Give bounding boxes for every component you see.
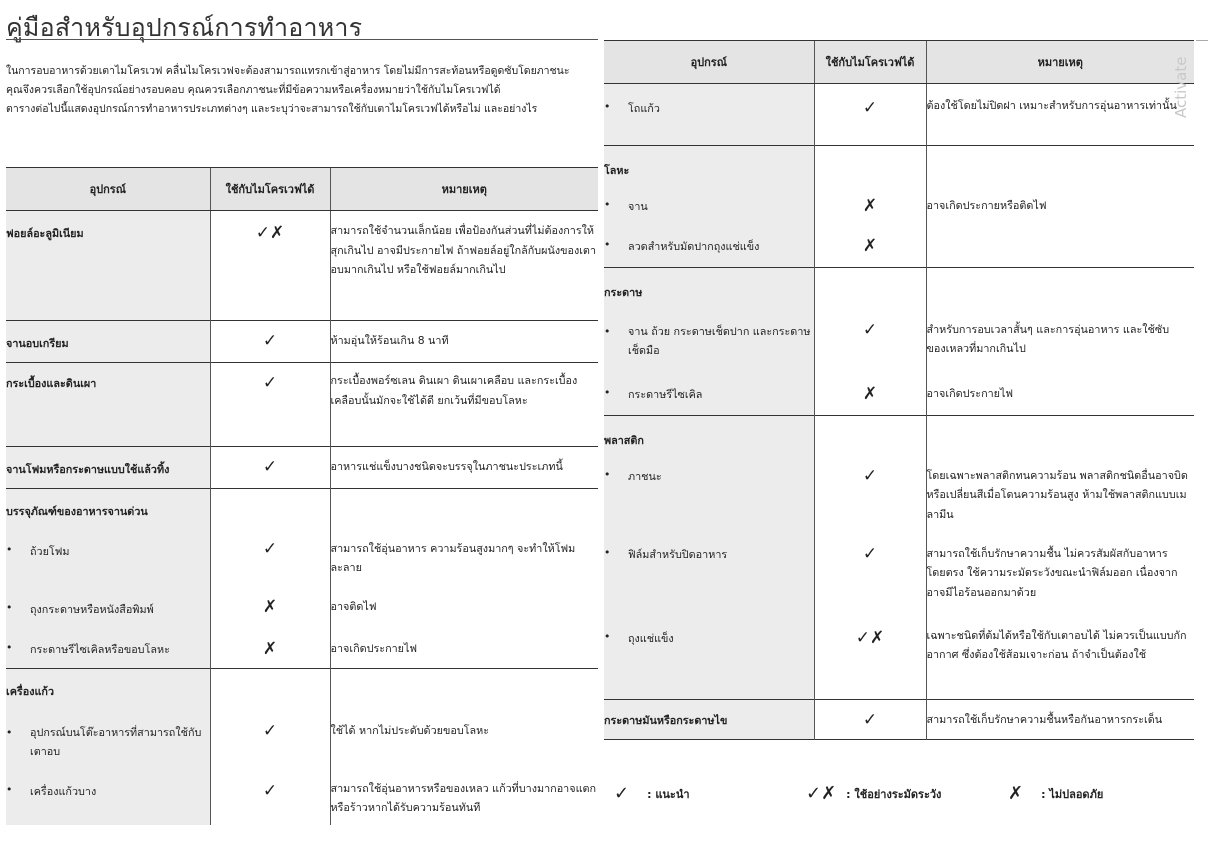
item-label: ถ้วยโฟม — [30, 544, 70, 558]
table-row — [604, 374, 1194, 416]
item-cell — [604, 374, 814, 416]
note-text: ห้ามอุ่นให้ร้อนเกิน 8 นาที — [330, 321, 598, 363]
item-label: ฟิล์มสำหรับปิดอาหาร — [628, 547, 728, 561]
table-row — [604, 456, 1194, 536]
table-header-row — [604, 41, 1194, 84]
group-heading: พลาสติก — [604, 416, 814, 456]
item-cell — [604, 456, 814, 536]
item-cell — [604, 186, 814, 226]
group-heading: โลหะ — [604, 146, 814, 186]
table-row-browning-plate — [6, 321, 598, 363]
item-cell — [6, 771, 210, 825]
bullet-icon: • — [6, 600, 13, 614]
group-heading-paper — [604, 268, 1194, 308]
group-heading-fast-food — [6, 489, 598, 529]
item-label: จานโฟมหรือกระดาษแบบใช้แล้วทิ้ง — [6, 447, 210, 489]
table-row-jar — [604, 84, 1194, 146]
note-text — [926, 226, 1194, 268]
note-text: สามารถใช้อุ่นอาหาร ความร้อนสูงมากๆ จะทำให้โฟมละลาย — [330, 529, 598, 587]
table-row-foil — [6, 211, 598, 321]
note-text: สามารถใช้เก็บรักษาความชื้นหรือกันอาหารกระเด็น — [926, 700, 1194, 740]
note-text: อาจเกิดประกายไฟ — [926, 374, 1194, 416]
mark-check: ✓ — [814, 536, 926, 618]
group-heading-metal — [604, 146, 1194, 186]
group-heading: กระดาษ — [604, 268, 814, 308]
item-cell — [604, 618, 814, 700]
header-notes: หมายเหตุ — [926, 41, 1194, 84]
item-cell — [6, 587, 210, 629]
header-item: อุปกรณ์ — [6, 168, 210, 211]
item-cell — [6, 709, 210, 771]
intro-text — [6, 62, 598, 119]
cookware-table-right — [604, 40, 1194, 740]
cookware-table-left — [6, 167, 598, 825]
group-heading: เครื่องแก้ว — [6, 669, 210, 709]
legend-item-unsafe — [1008, 783, 1103, 804]
legend-label: : ใช้อย่างระมัดระวัง — [846, 787, 942, 801]
bullet-icon: • — [604, 197, 611, 211]
header-microwave-safe: ใช้กับไมโครเวฟได้ — [814, 41, 926, 84]
mark-cross: ✗ — [814, 226, 926, 268]
mark-caution: ✓✗ — [814, 618, 926, 700]
bullet-icon: • — [604, 100, 611, 113]
item-cell — [6, 529, 210, 587]
table-row — [6, 629, 598, 669]
check-cross-icon: ✓✗ — [806, 783, 837, 804]
item-label: ฟอยล์อะลูมิเนียม — [6, 211, 210, 321]
title-underline — [6, 39, 598, 40]
mark-check: ✓ — [814, 84, 926, 146]
header-item: อุปกรณ์ — [604, 41, 814, 84]
mark-check: ✓ — [210, 321, 330, 363]
table-row — [6, 587, 598, 629]
mark-check: ✓ — [814, 700, 926, 740]
item-label: กระดาษรีไซเคิล — [628, 387, 703, 401]
bullet-icon: • — [6, 542, 13, 556]
bullet-icon: • — [604, 629, 611, 643]
note-text: อาจเกิดประกายหรือติดไฟ — [926, 186, 1194, 226]
item-label: ลวดสำหรับมัดปากถุงแช่แข็ง — [628, 239, 760, 253]
mark-check: ✓ — [210, 709, 330, 771]
item-cell — [6, 629, 210, 669]
header-notes: หมายเหตุ — [330, 168, 598, 211]
note-text: โดยเฉพาะพลาสติกทนความร้อน พลาสติกชนิดอื่นอาจบิดหรือเปลี่ยนสีเมื่อโดนความร้อนสูง ห้ามใช้พลาสติกแบบเมลามีน — [926, 456, 1194, 536]
group-heading-plastic — [604, 416, 1194, 456]
table-row — [6, 529, 598, 587]
note-text: อาจเกิดประกายไฟ — [330, 629, 598, 669]
item-cell — [604, 308, 814, 374]
cross-icon: ✗ — [1008, 783, 1024, 804]
item-label: กระดาษรีไซเคิลหรือขอบโลหะ — [30, 642, 170, 656]
table-row — [604, 618, 1194, 700]
mark-cross: ✗ — [210, 629, 330, 669]
item-cell — [604, 536, 814, 618]
bullet-icon: • — [604, 237, 611, 251]
mark-check: ✓ — [814, 308, 926, 374]
group-heading: บรรจุภัณฑ์ของอาหารจานด่วน — [6, 489, 210, 529]
mark-cross: ✗ — [210, 587, 330, 629]
note-text: อาจติดไฟ — [330, 587, 598, 629]
item-label: ถุงกระดาษหรือหนังสือพิมพ์ — [30, 602, 154, 616]
header-microwave-safe: ใช้กับไมโครเวฟได้ — [210, 168, 330, 211]
note-text: ต้องใช้โดยไม่ปิดฝา เหมาะสำหรับการอุ่นอาหารเท่านั้น — [926, 84, 1194, 146]
mark-check: ✓ — [210, 363, 330, 447]
mark-cross: ✗ — [814, 186, 926, 226]
activation-watermark: Activate — [1172, 56, 1190, 118]
item-label: จานอบเกรียม — [6, 321, 210, 363]
note-text: สามารถใช้อุ่นอาหารหรือของเหลว แก้วที่บางมากอาจแตกหรือร้าวหากได้รับความร้อนทันที — [330, 771, 598, 825]
bullet-icon: • — [604, 324, 611, 338]
item-label: ภาชนะ — [628, 469, 662, 483]
bullet-icon: • — [604, 385, 611, 399]
table-row — [604, 226, 1194, 268]
item-cell — [604, 226, 814, 268]
group-heading-glass — [6, 669, 598, 709]
item-label: จาน — [628, 199, 648, 213]
bullet-icon: • — [604, 467, 611, 481]
mark-check: ✓ — [814, 456, 926, 536]
intro-paragraph-1: ในการอบอาหารด้วยเตาไมโครเวฟ คลื่นไมโครเวฟจะต้องสามารถแทรกเข้าสู่อาหาร โดยไม่มีการสะท้อนหรือดูดซับโดยภาชนะ — [6, 65, 570, 77]
mark-caution: ✓✗ — [210, 211, 330, 321]
table-row-wax-paper — [604, 700, 1194, 740]
bullet-icon: • — [6, 782, 13, 796]
intro-paragraph-3: ตารางต่อไปนี้แสดงอุปกรณ์การทำอาหารประเภทต่างๆ และระบุว่าจะสามารถใช้กับเตาไมโครเวฟได้หรือไม่ และอย่างไร — [6, 103, 538, 115]
table-row — [604, 536, 1194, 618]
legend-label: : แนะนำ — [647, 787, 690, 801]
item-label: อุปกรณ์บนโต๊ะอาหารที่สามารถใช้กับเตาอบ — [30, 725, 202, 758]
item-label: เครื่องแก้วบาง — [30, 784, 97, 798]
note-text: เฉพาะชนิดที่ต้มได้หรือใช้กับเตาอบได้ ไม่ควรเป็นแบบกักอากาศ ซึ่งต้องใช้ส้อมเจาะก่อน ถ้าจำเป็นต้องใช้ — [926, 618, 1194, 700]
note-text: สามารถใช้เก็บรักษาความชื้น ไม่ควรสัมผัสกับอาหารโดยตรง ใช้ความระมัดระวังขณะนำฟิล์มออก เนื่องจากอาจมีไอร้อนออกมาด้วย — [926, 536, 1194, 618]
legend — [614, 783, 1194, 805]
table-row — [604, 308, 1194, 374]
legend-label: : ไม่ปลอดภัย — [1041, 787, 1104, 801]
item-label: ถุงแช่แข็ง — [628, 631, 674, 645]
table-row — [604, 186, 1194, 226]
check-icon: ✓ — [614, 783, 630, 804]
note-text: กระเบื้องพอร์ซเลน ดินเผา ดินเผาเคลือบ และกระเบื้องเคลือบนั้นมักจะใช้ได้ดี ยกเว้นที่มีขอบโลหะ — [330, 363, 598, 447]
bullet-icon: • — [6, 640, 13, 654]
item-label: โถแก้ว — [628, 102, 660, 115]
bullet-icon: • — [604, 545, 611, 559]
item-label: กระดาษมันหรือกระดาษไข — [604, 700, 814, 740]
page-title: คู่มือสำหรับอุปกรณ์การทำอาหาร — [6, 13, 363, 42]
table-row — [6, 771, 598, 825]
note-text: ใช้ได้ หากไม่ประดับด้วยขอบโลหะ — [330, 709, 598, 771]
watermark-edge-line — [1196, 40, 1208, 61]
table-row-china — [6, 363, 598, 447]
mark-cross: ✗ — [814, 374, 926, 416]
legend-item-caution — [806, 783, 941, 804]
table-row — [6, 709, 598, 771]
item-cell — [604, 84, 814, 146]
note-text: สำหรับการอบเวลาสั้นๆ และการอุ่นอาหาร และใช้ซับของเหลวที่มากเกินไป — [926, 308, 1194, 374]
item-label: กระเบื้องและดินเผา — [6, 363, 210, 447]
bullet-icon: • — [6, 725, 13, 739]
note-text: สามารถใช้จำนวนเล็กน้อย เพื่อป้องกันส่วนที่ไม่ต้องการให้สุกเกินไป อาจมีประกายไฟ ถ้าฟอยล์อยู่ใกล้กับผนังของเตาอบมากเกินไป หรือใช้ฟอยล์มากเกินไป — [330, 211, 598, 321]
item-label: จาน ถ้วย กระดาษเช็ดปาก และกระดาษเช็ดมือ — [628, 324, 811, 357]
table-header-row — [6, 168, 598, 211]
note-text: อาหารแช่แข็งบางชนิดจะบรรจุในภาชนะประเภทนี้ — [330, 447, 598, 489]
mark-check: ✓ — [210, 529, 330, 587]
table-row-disposable — [6, 447, 598, 489]
intro-paragraph-2: คุณจึงควรเลือกใช้อุปกรณ์อย่างรอบคอบ คุณควรเลือกภาชนะที่มีข้อความหรือเครื่องหมายว่าใช้กับไมโครเวฟได้ — [6, 84, 501, 96]
legend-item-recommended — [614, 783, 690, 804]
mark-check: ✓ — [210, 771, 330, 825]
mark-check: ✓ — [210, 447, 330, 489]
